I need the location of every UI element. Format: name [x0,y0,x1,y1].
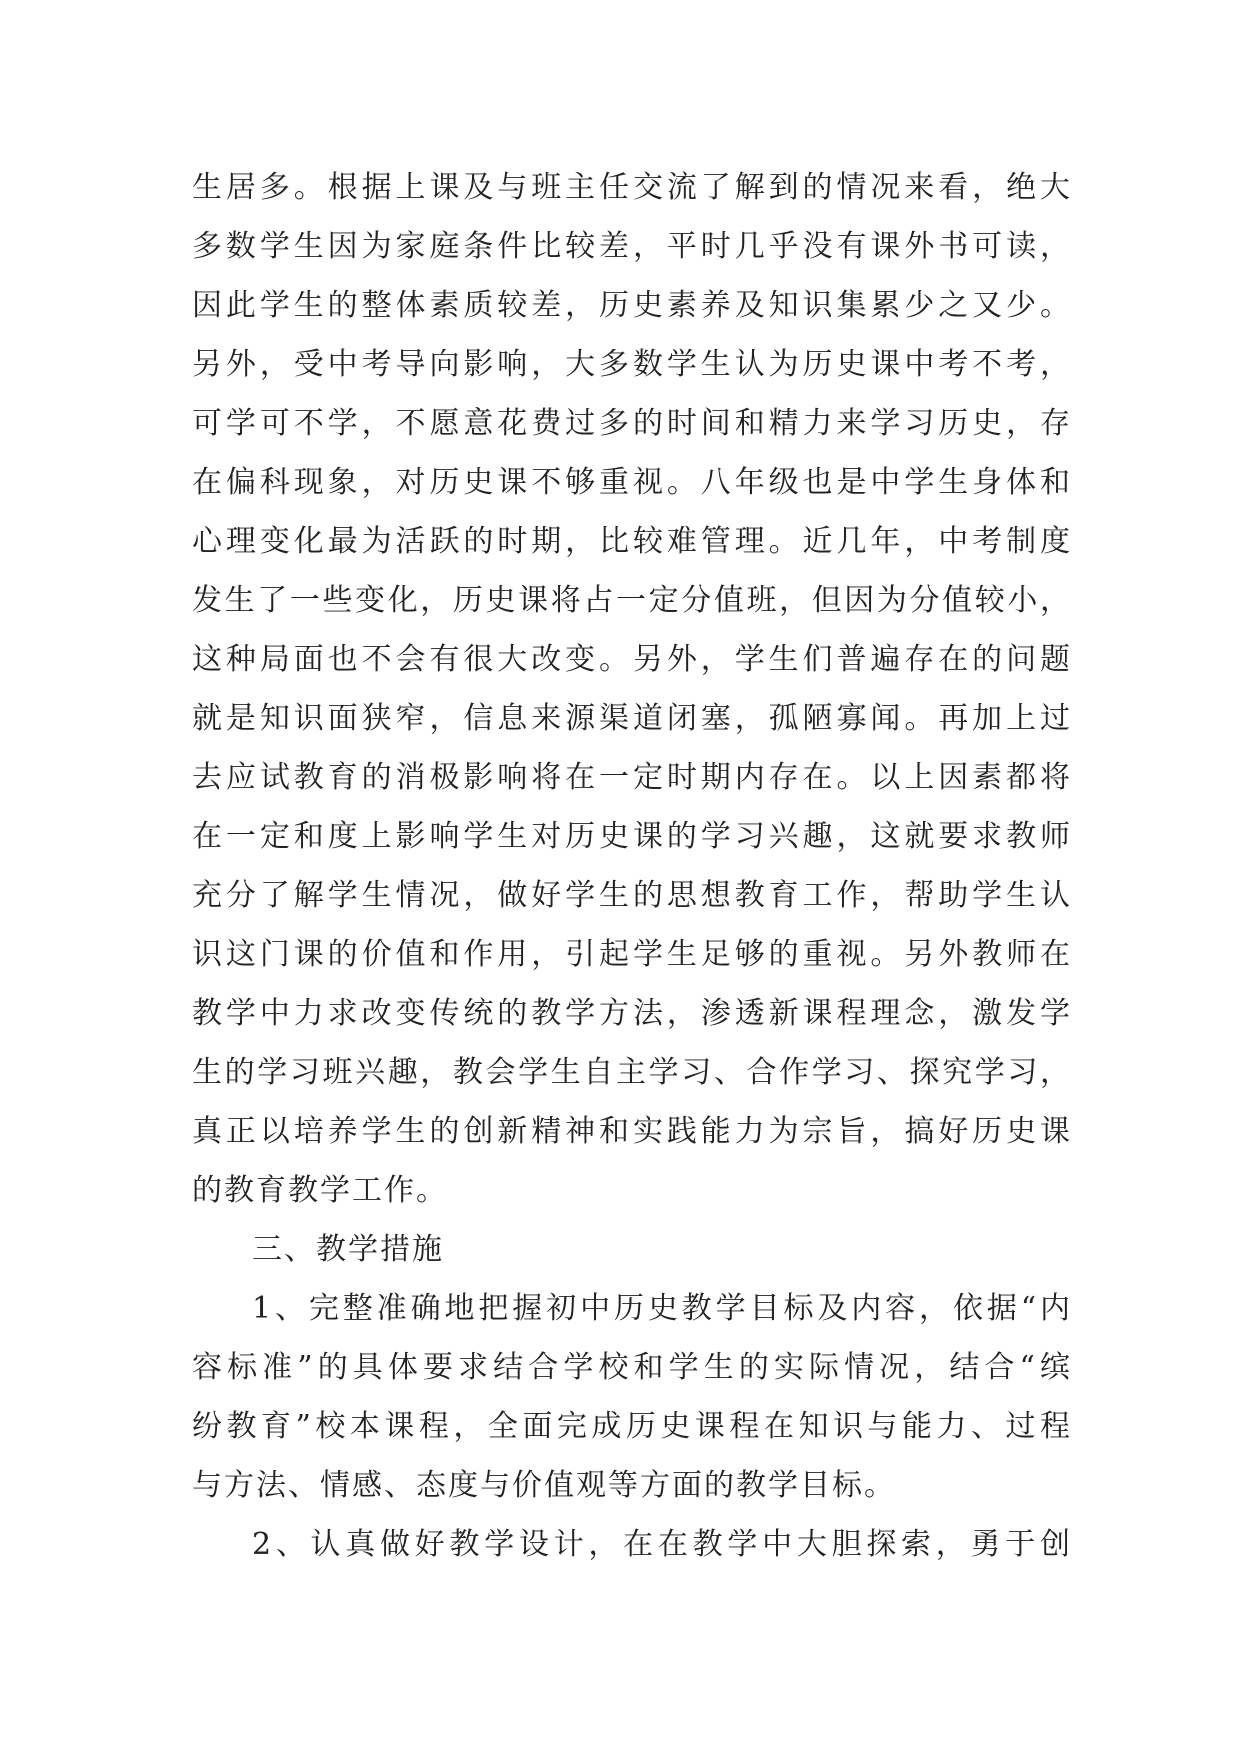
paragraph-student-analysis [192,158,1072,1220]
text-line: 纷教育”校本课程，全面完成历史课程在知识与能力、过程 [192,1409,1072,1444]
text-line: 教学中力求改变传统的教学方法，渗透新课程理念，激发学 [192,996,1072,1031]
text-line: 1、完整准确地把握初中历史教学目标及内容，依据“内 [252,1291,1072,1326]
paragraph-item-1 [192,1279,1072,1515]
text-line: 生居多。根据上课及与班主任交流了解到的情况来看，绝大 [192,170,1072,205]
text-line: 真正以培养学生的创新精神和实践能力为宗旨，搞好历史课 [192,1114,1072,1149]
text-line: 就是知识面狭窄，信息来源渠道闭塞，孤陋寡闻。再加上过 [192,701,1072,736]
text-line: 在偏科现象，对历史课不够重视。八年级也是中学生身体和 [192,465,1072,500]
text-line: 另外，受中考导向影响，大多数学生认为历史课中考不考， [192,347,1072,382]
text-line: 生的学习班兴趣，教会学生自主学习、合作学习、探究学习， [192,1055,1072,1090]
text-line: 2、认真做好教学设计，在在教学中大胆探索，勇于创 [252,1527,1072,1562]
text-line: 心理变化最为活跃的时期，比较难管理。近几年，中考制度 [192,524,1072,559]
section-heading: 三、教学措施 [252,1232,444,1267]
text-line: 与方法、情感、态度与价值观等方面的教学目标。 [192,1468,896,1503]
text-line: 因此学生的整体素质较差，历史素养及知识集累少之又少。 [192,288,1072,323]
text-line: 在一定和度上影响学生对历史课的学习兴趣，这就要求教师 [192,819,1072,854]
text-line: 的教育教学工作。 [192,1173,448,1208]
text-line: 去应试教育的消极影响将在一定时期内存在。以上因素都将 [192,760,1072,795]
text-line: 充分了解学生情况，做好学生的思想教育工作，帮助学生认 [192,878,1072,913]
text-line: 可学可不学，不愿意花费过多的时间和精力来学习历史，存 [192,406,1072,441]
text-line: 发生了一些变化，历史课将占一定分值班，但因为分值较小， [192,583,1072,618]
text-line: 多数学生因为家庭条件比较差，平时几乎没有课外书可读， [192,229,1072,264]
paragraph-item-2 [192,1515,1072,1574]
text-line: 识这门课的价值和作用，引起学生足够的重视。另外教师在 [192,937,1072,972]
document-body [192,158,1072,1574]
text-line: 容标准”的具体要求结合学校和学生的实际情况，结合“缤 [192,1350,1072,1385]
text-line: 这种局面也不会有很大改变。另外，学生们普遍存在的问题 [192,642,1072,677]
